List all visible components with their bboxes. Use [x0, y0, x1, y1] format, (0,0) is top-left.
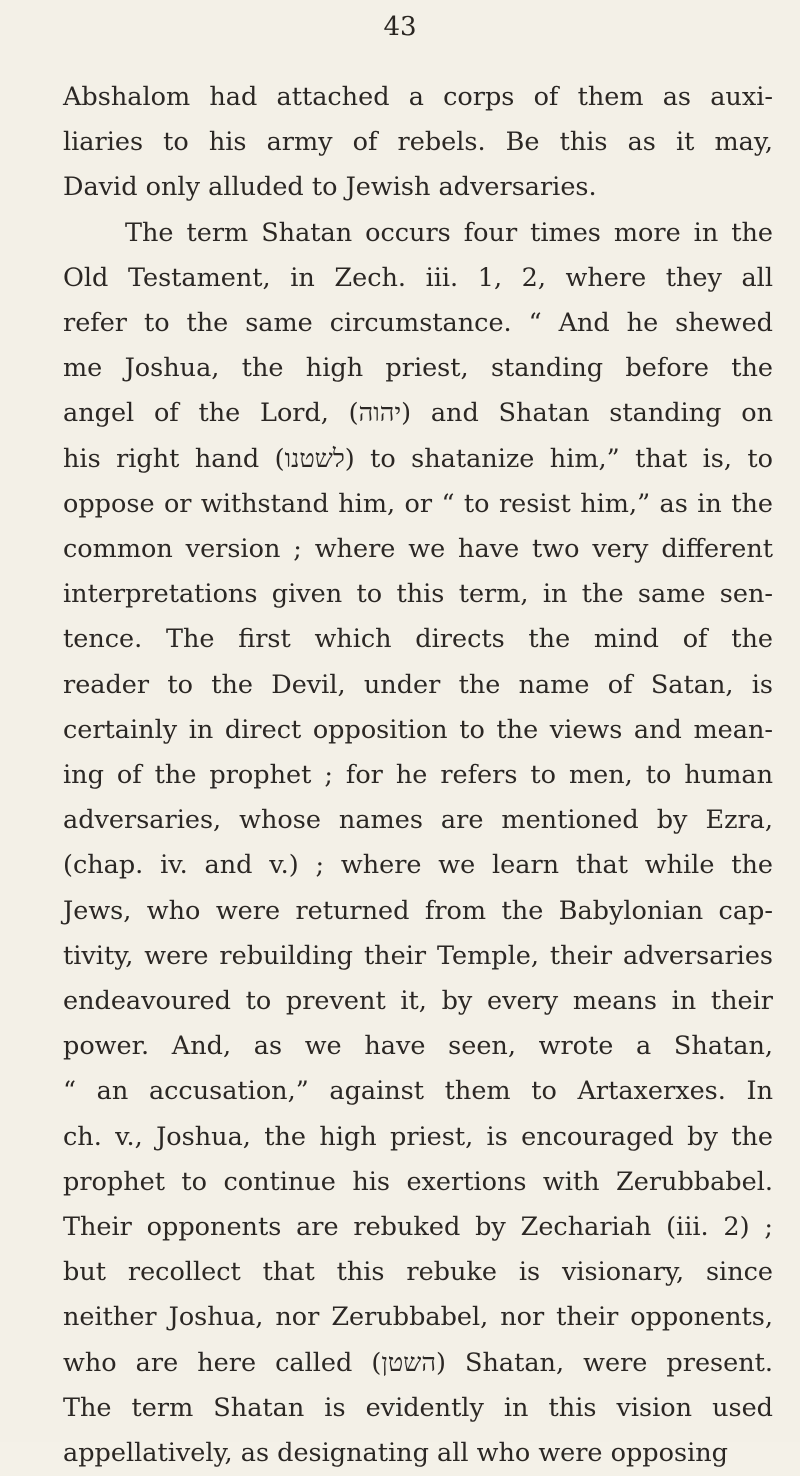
text-line: certainly in direct opposition to the views and mean- — [63, 714, 773, 745]
text-line: Old Testament, in Zech. iii. 1, 2, where they all — [63, 262, 773, 293]
text-line: adversaries, whose names are mentioned by Ezra, — [63, 805, 773, 836]
text-line: common version ; where we have two very different — [63, 534, 773, 565]
text-line: tence. The first which directs the mind of the — [63, 624, 773, 655]
text-line: his right hand (לשטנו) to shatanize him,” that is, to — [63, 443, 773, 474]
text-line: oppose or withstand him, or “ to resist him,” as in the — [63, 488, 773, 519]
page-number: 43 — [383, 12, 417, 42]
text-line: appellatively, as designating all who were opposing — [63, 1438, 728, 1469]
text-line: “ an accusation,” against them to Artaxerxes. In — [63, 1076, 773, 1107]
text-line: but recollect that this rebuke is visionary, since — [63, 1257, 773, 1288]
text-line: ch. v., Joshua, the high priest, is encouraged by the — [63, 1121, 773, 1152]
text-line: liaries to his army of rebels. Be this as it may, — [63, 127, 773, 158]
body-text — [63, 75, 773, 1476]
text-line: power. And, as we have seen, wrote a Shatan, — [63, 1031, 773, 1062]
text-line: reader to the Devil, under the name of Satan, is — [63, 669, 773, 700]
text-line: The term Shatan is evidently in this vision used — [63, 1392, 773, 1423]
text-line: who are here called (השטן) Shatan, were present. — [63, 1347, 773, 1378]
text-line: Abshalom had attached a corps of them as auxi- — [63, 82, 773, 112]
paragraph-start-line: The term Shatan occurs four times more in the — [125, 217, 773, 248]
text-line: prophet to continue his exertions with Zerubbabel. — [63, 1166, 773, 1197]
text-line: ing of the prophet ; for he refers to men, to human — [63, 760, 773, 791]
text-line: angel of the Lord, (יהוה) and Shatan standing on — [63, 398, 773, 429]
text-line: refer to the same circumstance. “ And he shewed — [63, 308, 773, 339]
text-line: interpretations given to this term, in the same sen- — [63, 579, 773, 610]
text-line: neither Joshua, nor Zerubbabel, nor their opponents, — [63, 1302, 773, 1333]
text-line: Their opponents are rebuked by Zechariah (iii. 2) ; — [63, 1212, 773, 1243]
text-line: tivity, were rebuilding their Temple, their adversaries — [63, 940, 773, 971]
text-line: David only alluded to Jewish adversaries. — [63, 172, 597, 203]
text-line: (chap. iv. and v.) ; where we learn that while the — [63, 850, 773, 881]
text-line: me Joshua, the high priest, standing before the — [63, 353, 773, 384]
text-line: endeavoured to prevent it, by every means in their — [63, 986, 773, 1017]
text-line: Jews, who were returned from the Babylonian cap- — [63, 895, 773, 926]
